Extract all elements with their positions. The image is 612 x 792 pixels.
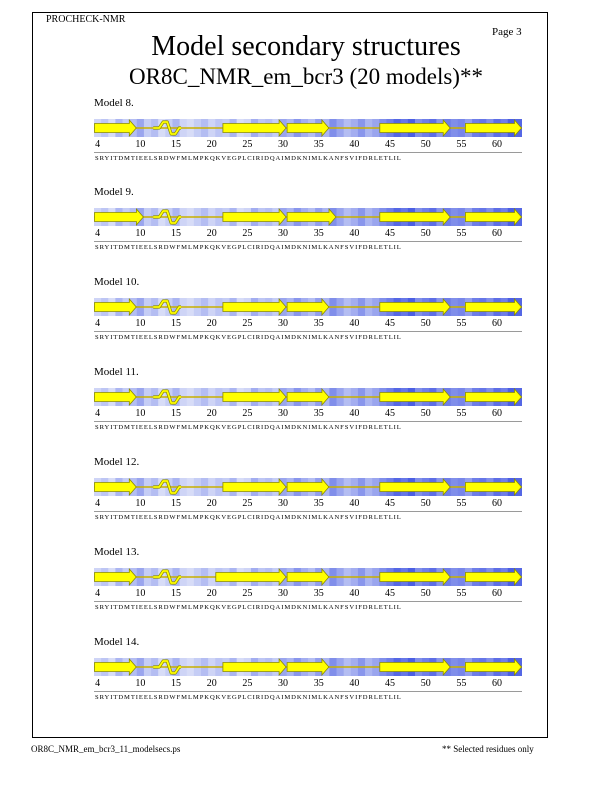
page-number: Page 3 [492, 26, 522, 38]
residue-sequence: SRYITDMTIEELSRDWFMLMPKQKVEGPLCIRIDQAIMDKNIMLKANFSVIFDRLETLIL [95, 155, 402, 162]
residue-tick-label: 50 [420, 498, 431, 509]
structure-svg [94, 658, 522, 676]
residue-tick-label: 45 [385, 678, 395, 689]
structure-svg [94, 298, 522, 316]
residue-tick-label: 20 [206, 408, 217, 419]
residue-tick-label: 55 [456, 498, 467, 509]
residue-tick-label: 50 [420, 408, 431, 419]
structure-svg [94, 119, 522, 137]
model-block [94, 456, 524, 526]
model-block [94, 546, 524, 616]
residue-tick-label: 60 [492, 228, 502, 239]
residue-sequence: SRYITDMTIEELSRDWFMLMPKQKVEGPLCIRIDQAIMDKNIMLKANFSVIFDRLETLIL [95, 334, 402, 341]
footer-filename: OR8C_NMR_em_bcr3_11_modelsecs.ps [31, 744, 181, 754]
structure-svg [94, 478, 522, 496]
sequence-divider [94, 241, 522, 242]
program-name: PROCHECK-NMR [46, 14, 126, 25]
residue-tick-label: 20 [206, 678, 217, 689]
residue-tick-label: 35 [313, 139, 324, 150]
model-label: Model 14. [94, 636, 140, 648]
sequence-divider [94, 331, 522, 332]
residue-tick-label: 10 [135, 588, 146, 599]
residue-tick-label: 25 [242, 408, 253, 419]
residue-sequence: SRYITDMTIEELSRDWFMLMPKQKVEGPLCIRIDQAIMDKNIMLKANFSVIFDRLETLIL [95, 514, 402, 521]
secondary-structure-track [94, 658, 522, 676]
secondary-structure-track [94, 568, 522, 586]
residue-tick-label: 60 [492, 498, 502, 509]
residue-tick-label: 35 [313, 318, 324, 329]
residue-tick-label: 15 [171, 678, 181, 689]
residue-tick-label: 4 [95, 408, 101, 419]
residue-tick-label: 10 [135, 318, 146, 329]
residue-tick-label: 60 [492, 139, 502, 150]
model-label: Model 10. [94, 276, 140, 288]
model-block [94, 276, 524, 346]
residue-tick-label: 4 [95, 588, 101, 599]
residue-tick-label: 30 [278, 318, 288, 329]
residue-tick-label: 10 [135, 408, 146, 419]
residue-tick-label: 30 [278, 139, 288, 150]
residue-number-axis [94, 139, 524, 151]
residue-tick-label: 60 [492, 588, 502, 599]
residue-tick-label: 10 [135, 498, 146, 509]
residue-tick-label: 45 [385, 588, 395, 599]
residue-tick-label: 45 [385, 139, 395, 150]
residue-tick-label: 30 [278, 228, 288, 239]
residue-tick-label: 25 [242, 588, 253, 599]
secondary-structure-track [94, 298, 522, 316]
residue-number-axis [94, 408, 524, 420]
sequence-divider [94, 421, 522, 422]
residue-tick-label: 40 [349, 498, 360, 509]
residue-tick-label: 15 [171, 498, 181, 509]
residue-tick-label: 20 [206, 588, 217, 599]
residue-tick-label: 60 [492, 678, 502, 689]
residue-tick-label: 30 [278, 498, 288, 509]
page-subtitle: OR8C_NMR_em_bcr3 (20 models)** [129, 64, 483, 89]
structure-svg [94, 568, 522, 586]
residue-tick-label: 55 [456, 588, 467, 599]
residue-tick-label: 50 [420, 318, 431, 329]
model-block [94, 186, 524, 256]
sequence-divider [94, 601, 522, 602]
model-block [94, 97, 524, 167]
structure-svg [94, 388, 522, 406]
residue-tick-label: 20 [206, 228, 217, 239]
residue-tick-label: 55 [456, 139, 467, 150]
residue-tick-label: 25 [242, 318, 253, 329]
residue-tick-label: 15 [171, 228, 181, 239]
residue-tick-label: 25 [242, 498, 253, 509]
residue-tick-label: 55 [456, 228, 467, 239]
residue-tick-label: 4 [95, 228, 101, 239]
residue-tick-label: 50 [420, 139, 431, 150]
model-label: Model 11. [94, 366, 139, 378]
model-label: Model 9. [94, 186, 134, 198]
footer-note: ** Selected residues only [442, 744, 534, 754]
residue-number-axis [94, 498, 524, 510]
residue-tick-label: 40 [349, 678, 360, 689]
residue-tick-label: 40 [349, 139, 360, 150]
model-block [94, 636, 524, 706]
residue-tick-label: 45 [385, 318, 395, 329]
residue-tick-label: 20 [206, 139, 217, 150]
secondary-structure-track [94, 208, 522, 226]
residue-tick-label: 15 [171, 588, 181, 599]
residue-tick-label: 30 [278, 408, 288, 419]
residue-tick-label: 55 [456, 678, 467, 689]
model-label: Model 13. [94, 546, 140, 558]
secondary-structure-track [94, 478, 522, 496]
residue-number-axis [94, 228, 524, 240]
residue-tick-label: 35 [313, 498, 324, 509]
residue-tick-label: 35 [313, 588, 324, 599]
residue-tick-label: 50 [420, 228, 431, 239]
residue-tick-label: 25 [242, 228, 253, 239]
residue-tick-label: 4 [95, 678, 101, 689]
residue-tick-label: 15 [171, 318, 181, 329]
residue-tick-label: 40 [349, 318, 360, 329]
model-block [94, 366, 524, 436]
residue-tick-label: 35 [313, 408, 324, 419]
residue-number-axis [94, 678, 524, 690]
residue-tick-label: 60 [492, 318, 502, 329]
residue-tick-label: 40 [349, 228, 360, 239]
residue-tick-label: 35 [313, 678, 324, 689]
secondary-structure-track [94, 388, 522, 406]
residue-tick-label: 50 [420, 588, 431, 599]
residue-tick-label: 30 [278, 678, 288, 689]
residue-tick-label: 40 [349, 408, 360, 419]
residue-sequence: SRYITDMTIEELSRDWFMLMPKQKVEGPLCIRIDQAIMDKNIMLKANFSVIFDRLETLIL [95, 424, 402, 431]
sequence-divider [94, 152, 522, 153]
residue-tick-label: 15 [171, 408, 181, 419]
residue-tick-label: 25 [242, 139, 253, 150]
residue-number-axis [94, 588, 524, 600]
structure-svg [94, 208, 522, 226]
residue-tick-label: 45 [385, 228, 395, 239]
residue-tick-label: 25 [242, 678, 253, 689]
residue-tick-label: 10 [135, 678, 146, 689]
residue-tick-label: 30 [278, 588, 288, 599]
residue-tick-label: 15 [171, 139, 181, 150]
residue-sequence: SRYITDMTIEELSRDWFMLMPKQKVEGPLCIRIDQAIMDKNIMLKANFSVIFDRLETLIL [95, 604, 402, 611]
residue-tick-label: 55 [456, 318, 467, 329]
residue-tick-label: 40 [349, 588, 360, 599]
sequence-divider [94, 511, 522, 512]
residue-tick-label: 10 [135, 139, 146, 150]
page-title: Model secondary structures [151, 31, 461, 62]
residue-tick-label: 20 [206, 318, 217, 329]
sequence-divider [94, 691, 522, 692]
residue-tick-label: 45 [385, 498, 395, 509]
residue-tick-label: 20 [206, 498, 217, 509]
residue-tick-label: 60 [492, 408, 502, 419]
secondary-structure-track [94, 119, 522, 137]
residue-sequence: SRYITDMTIEELSRDWFMLMPKQKVEGPLCIRIDQAIMDKNIMLKANFSVIFDRLETLIL [95, 694, 402, 701]
model-label: Model 12. [94, 456, 140, 468]
residue-sequence: SRYITDMTIEELSRDWFMLMPKQKVEGPLCIRIDQAIMDKNIMLKANFSVIFDRLETLIL [95, 244, 402, 251]
residue-tick-label: 50 [420, 678, 431, 689]
residue-tick-label: 35 [313, 228, 324, 239]
model-label: Model 8. [94, 97, 134, 109]
residue-number-axis [94, 318, 524, 330]
residue-tick-label: 10 [135, 228, 146, 239]
residue-tick-label: 55 [456, 408, 467, 419]
residue-tick-label: 4 [95, 318, 101, 329]
residue-tick-label: 45 [385, 408, 395, 419]
residue-tick-label: 4 [95, 498, 101, 509]
residue-tick-label: 4 [95, 139, 101, 150]
